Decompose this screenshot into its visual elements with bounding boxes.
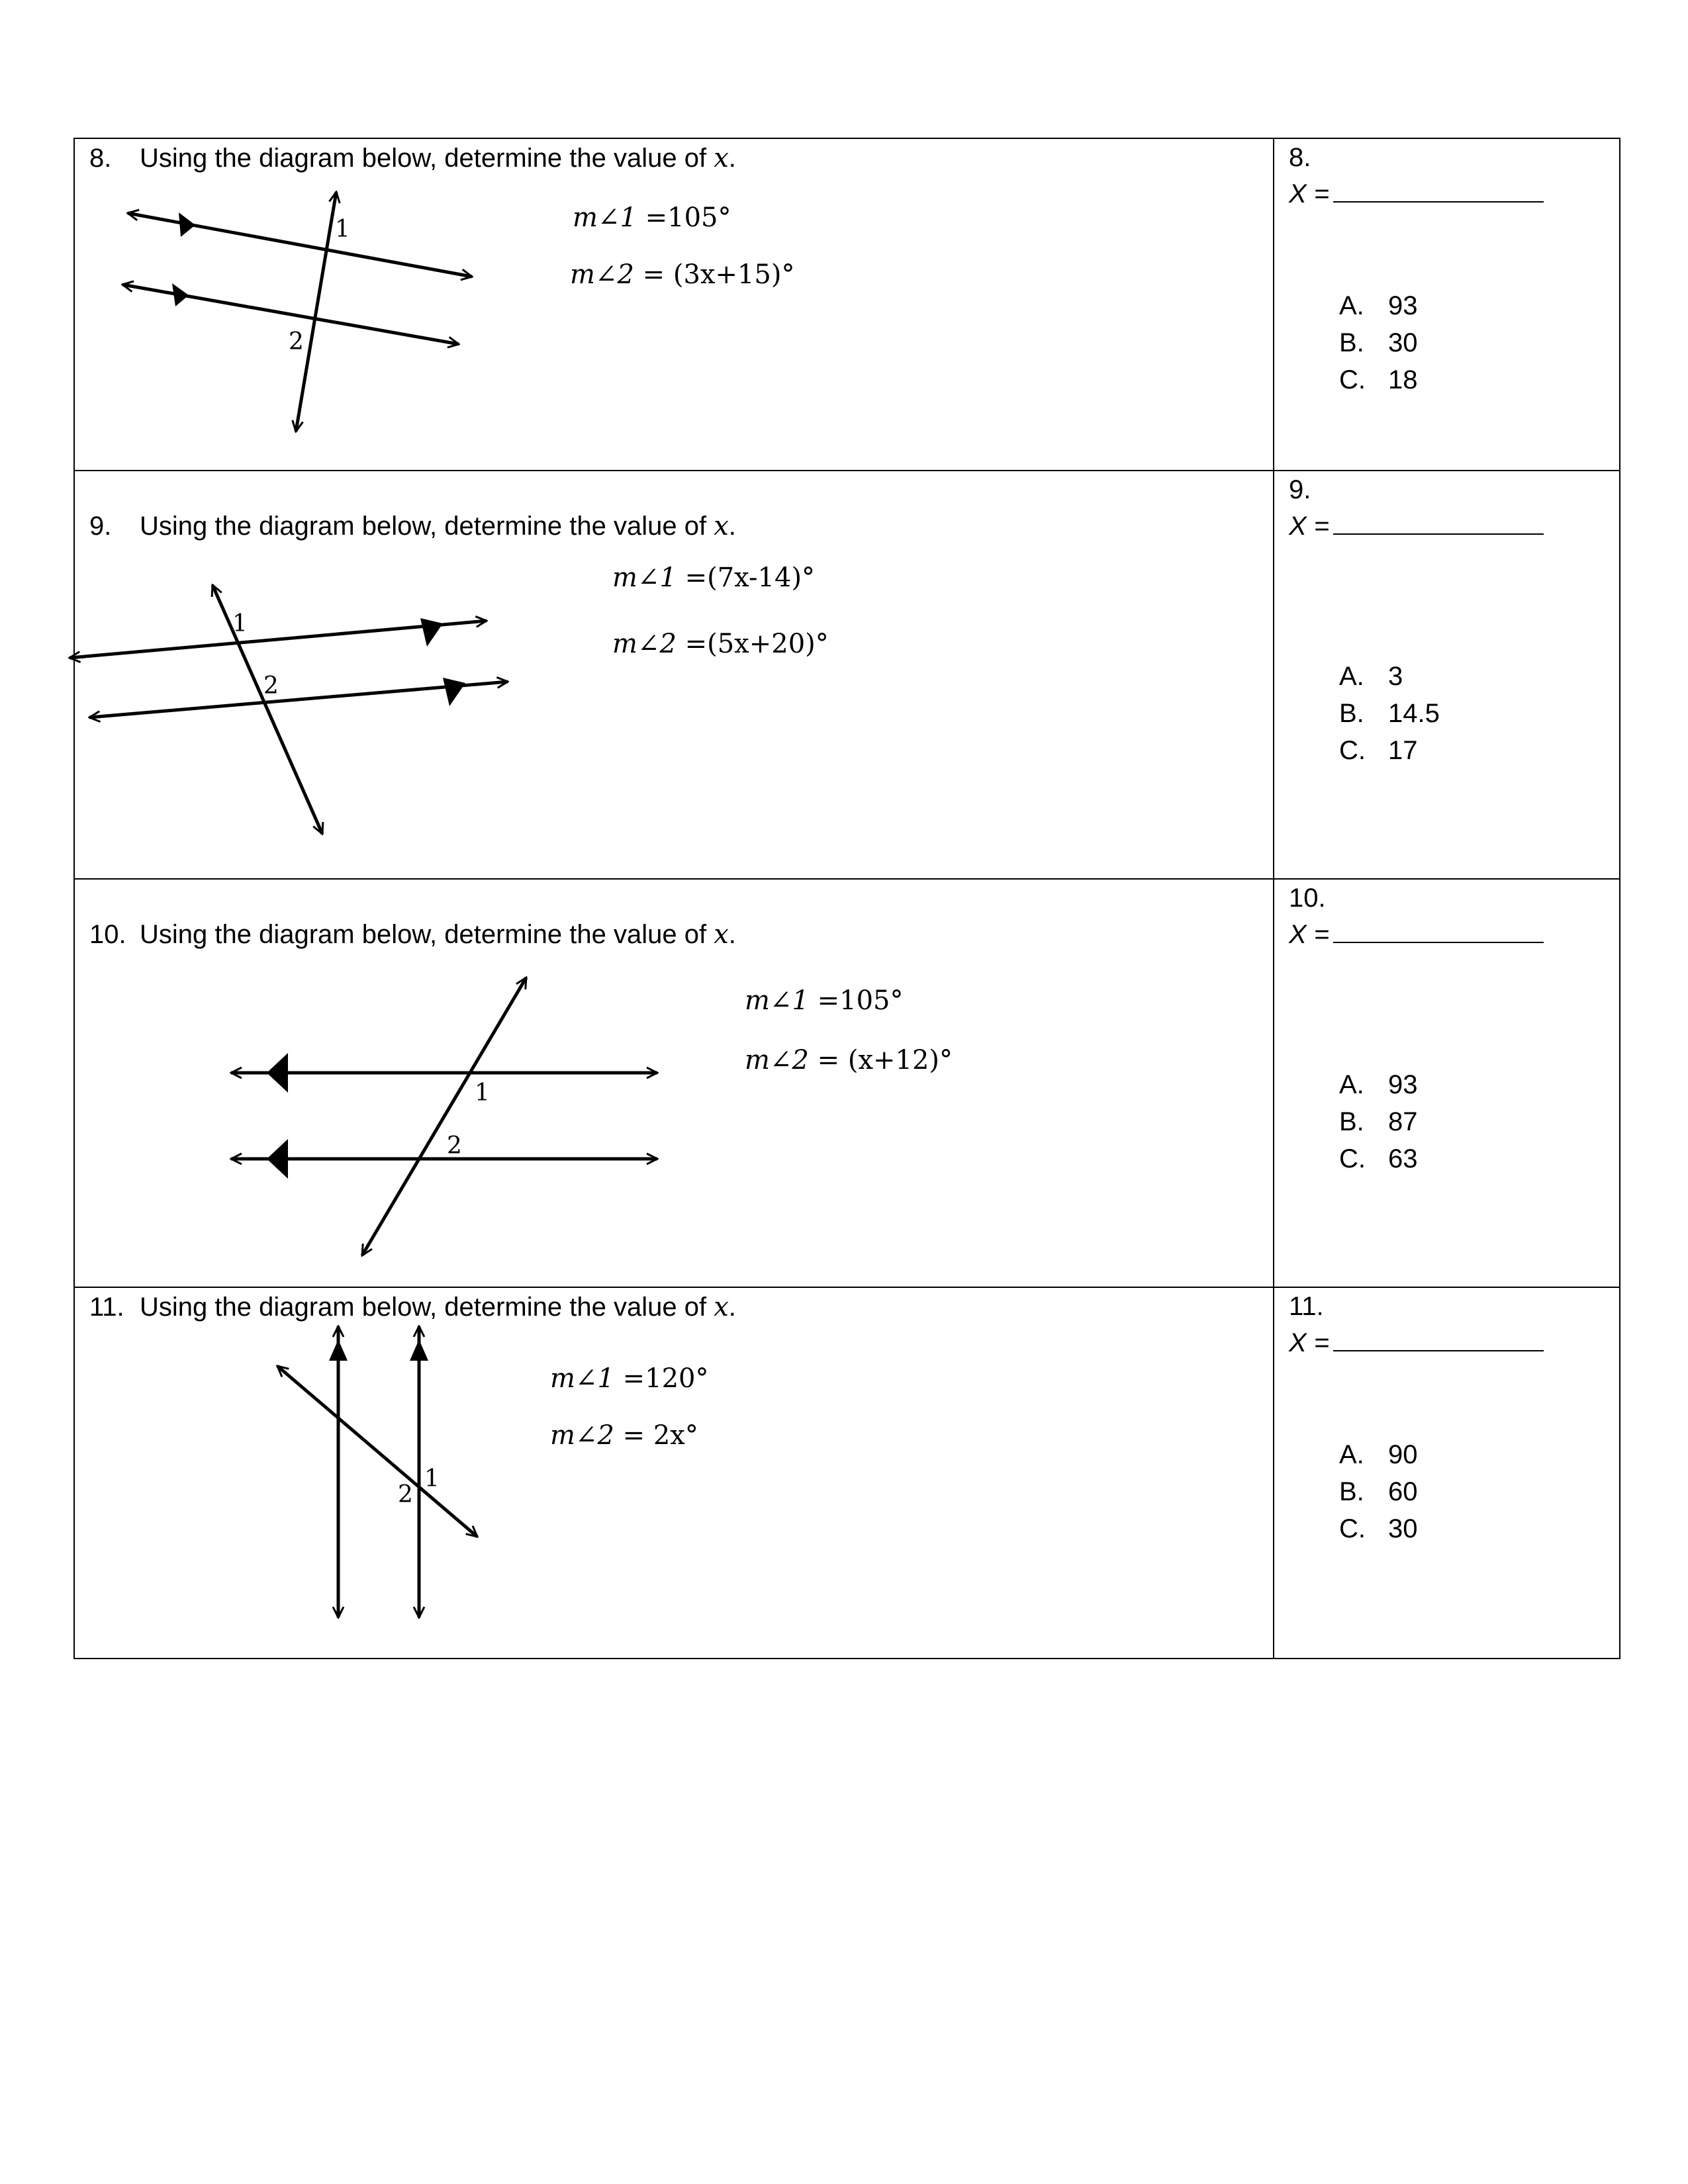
choice-c[interactable]: C. 17: [1339, 736, 1418, 765]
question-prompt: 10. Using the diagram below, determine the value of x.: [89, 919, 736, 950]
transversal-line: [212, 585, 322, 834]
answer-number: 9.: [1289, 475, 1311, 504]
angle-label-2: 2: [398, 1481, 413, 1508]
answer-choices: [1339, 658, 1440, 769]
answer-blank[interactable]: [1333, 919, 1544, 943]
equation-angle-1: m∠1 =105°: [745, 985, 904, 1016]
parallel-marker-right: [410, 1340, 428, 1361]
choice-a[interactable]: A. 93: [1339, 291, 1418, 320]
choice-b[interactable]: B. 87: [1339, 1107, 1418, 1136]
transversal-line: [362, 978, 526, 1255]
answer-cell-11: [1274, 1287, 1620, 1659]
question-prompt: 9. Using the diagram below, determine the value of x.: [89, 511, 736, 541]
choice-b[interactable]: B. 60: [1339, 1477, 1418, 1506]
angle-label-1: 1: [335, 216, 350, 243]
transversal-line: [277, 1366, 477, 1537]
choice-c[interactable]: C. 30: [1339, 1514, 1418, 1543]
parallel-marker-top: [267, 1053, 288, 1093]
answer-choices: [1339, 1436, 1418, 1547]
choice-b[interactable]: B. 14.5: [1339, 699, 1440, 728]
choice-b[interactable]: B. 30: [1339, 328, 1418, 357]
parallel-marker-left: [329, 1340, 348, 1361]
parallel-line-bottom: [89, 682, 508, 717]
question-prompt: 8. Using the diagram below, determine the value of x.: [89, 143, 736, 173]
question-cell-10: [74, 879, 1274, 1287]
answer-line[interactable]: X =: [1289, 1328, 1544, 1358]
worksheet-table: [73, 138, 1620, 1659]
angle-label-1: 1: [232, 610, 248, 637]
angle-label-1: 1: [424, 1465, 440, 1492]
equation-angle-1: m∠1 =105°: [573, 203, 731, 233]
answer-cell-8: [1274, 138, 1620, 471]
parallel-marker-bottom: [443, 678, 465, 706]
answer-line[interactable]: X =: [1289, 179, 1544, 209]
parallel-lines-diagram-8: [75, 139, 1273, 470]
angle-label-1: 1: [475, 1079, 490, 1107]
answer-line[interactable]: X =: [1289, 919, 1544, 950]
parallel-lines-diagram-9: [75, 471, 1273, 878]
choice-a[interactable]: A. 93: [1339, 1070, 1418, 1099]
parallel-lines-diagram-10: [75, 880, 1273, 1287]
equation-angle-2: m∠2 = 2x°: [550, 1420, 698, 1451]
angle-label-2: 2: [447, 1132, 462, 1160]
question-row-8: [74, 138, 1620, 471]
answer-number: 11.: [1289, 1292, 1324, 1321]
answer-choices: [1339, 287, 1418, 398]
answer-choices: [1339, 1066, 1418, 1177]
choice-a[interactable]: A. 90: [1339, 1440, 1418, 1469]
equation-angle-2: m∠2 =(5x+20)°: [612, 629, 829, 659]
answer-line[interactable]: X =: [1289, 511, 1544, 541]
choice-a[interactable]: A. 3: [1339, 662, 1403, 691]
parallel-lines-diagram-11: [75, 1288, 1273, 1658]
equation-angle-1: m∠1 =120°: [550, 1363, 709, 1394]
angle-label-2: 2: [263, 672, 279, 700]
question-cell-11: [74, 1287, 1274, 1659]
transversal-line: [296, 192, 336, 432]
question-row-11: [74, 1287, 1620, 1659]
choice-c[interactable]: C. 18: [1339, 365, 1418, 394]
question-row-10: [74, 879, 1620, 1287]
equation-angle-2: m∠2 = (3x+15)°: [570, 259, 795, 290]
question-prompt: 11. Using the diagram below, determine the value of x.: [89, 1292, 736, 1322]
answer-blank[interactable]: [1333, 511, 1544, 535]
answer-blank[interactable]: [1333, 1328, 1544, 1351]
answer-number: 10.: [1289, 884, 1326, 913]
parallel-marker-bottom: [267, 1139, 288, 1179]
parallel-line-top: [128, 213, 472, 277]
choice-c[interactable]: C. 63: [1339, 1144, 1418, 1173]
question-row-9: [74, 471, 1620, 879]
question-cell-8: [74, 138, 1274, 471]
answer-number: 8.: [1289, 143, 1311, 172]
answer-blank[interactable]: [1333, 179, 1544, 203]
answer-cell-10: [1274, 879, 1620, 1287]
angle-label-2: 2: [289, 328, 304, 355]
equation-angle-1: m∠1 =(7x-14)°: [612, 563, 816, 593]
equation-angle-2: m∠2 = (x+12)°: [745, 1045, 953, 1075]
parallel-marker-bottom: [172, 283, 189, 306]
question-cell-9: [74, 471, 1274, 879]
answer-cell-9: [1274, 471, 1620, 879]
parallel-marker-top: [420, 618, 443, 647]
parallel-marker-top: [179, 212, 195, 237]
